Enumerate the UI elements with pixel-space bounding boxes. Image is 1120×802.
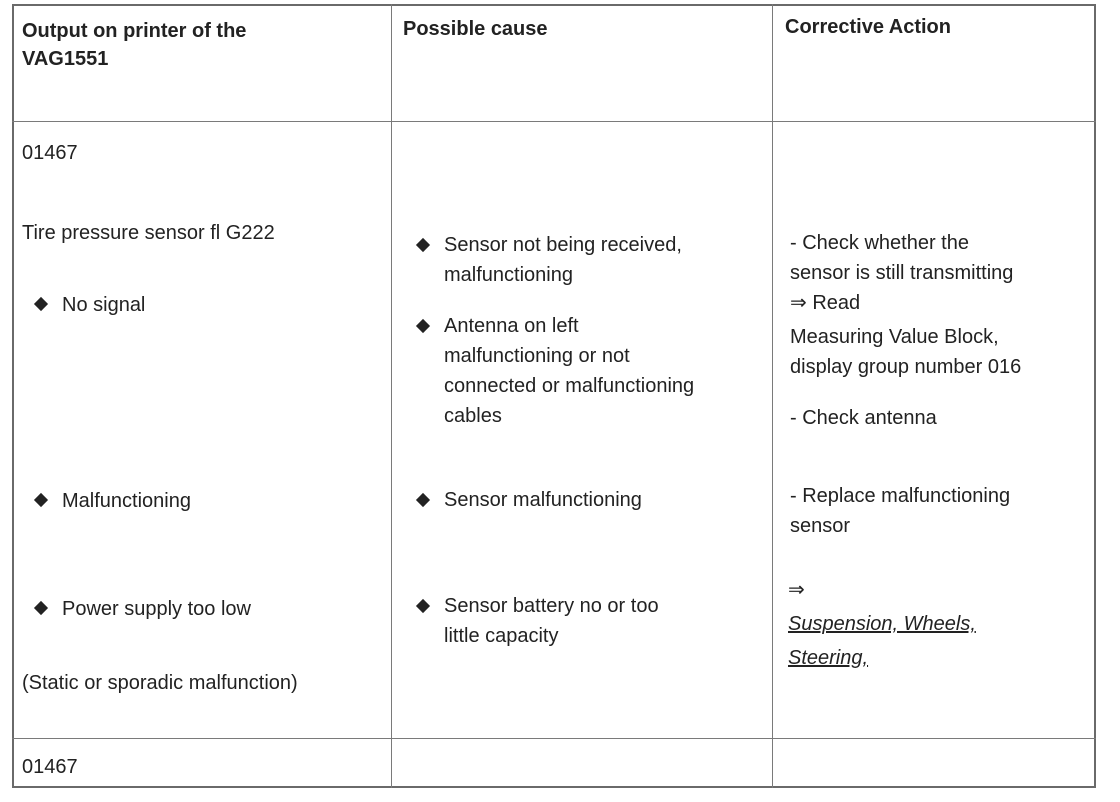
- action-1-read: Read: [812, 292, 861, 314]
- header-output-line1: Output on printer of the: [22, 20, 247, 42]
- action-1-line4: Measuring Value Block,: [790, 326, 999, 348]
- action-1-line3: [790, 288, 860, 318]
- header-possible-cause: Possible cause: [403, 18, 548, 40]
- fault-code: 01467: [22, 142, 78, 164]
- action-2: - Check antenna: [790, 407, 937, 429]
- cause-2-line1: Antenna on left: [444, 315, 579, 337]
- fault-code-row2: 01467: [22, 756, 78, 778]
- cause-4-line1: Sensor battery no or too: [444, 595, 659, 617]
- header-divider: [12, 121, 1096, 122]
- action-1-line2: sensor is still transmitting: [790, 262, 1014, 284]
- row-divider: [12, 738, 1096, 739]
- cause-2-line2: malfunctioning or not: [444, 345, 630, 367]
- fault-malfunctioning: Malfunctioning: [62, 490, 191, 512]
- cause-3: Sensor malfunctioning: [444, 489, 642, 511]
- double-arrow-icon: ⇒: [790, 292, 807, 314]
- header-output-line2: VAG1551: [22, 48, 109, 70]
- cause-1-line1: Sensor not being received,: [444, 234, 682, 256]
- action-1-line5: display group number 016: [790, 356, 1022, 378]
- cause-1-line2: malfunctioning: [444, 264, 573, 286]
- fault-no-signal: No signal: [62, 294, 146, 316]
- action-3-line1: - Replace malfunctioning: [790, 485, 1011, 507]
- action-3-line2: sensor: [790, 515, 851, 537]
- fault-power-supply: Power supply too low: [62, 598, 251, 620]
- cause-2-line3: connected or malfunctioning: [444, 375, 695, 397]
- malfunction-note: (Static or sporadic malfunction): [22, 672, 298, 694]
- cause-2-line4: cables: [444, 405, 502, 427]
- component-name: Tire pressure sensor fl G222: [22, 222, 275, 244]
- header-corrective-action: Corrective Action: [785, 16, 951, 38]
- cause-4-line2: little capacity: [444, 625, 559, 647]
- action-1-line1: - Check whether the: [790, 232, 969, 254]
- suspension-wheels-link[interactable]: Suspension, Wheels,: [788, 613, 976, 635]
- steering-link[interactable]: Steering,: [788, 647, 869, 669]
- double-arrow-icon: ⇒: [788, 579, 805, 601]
